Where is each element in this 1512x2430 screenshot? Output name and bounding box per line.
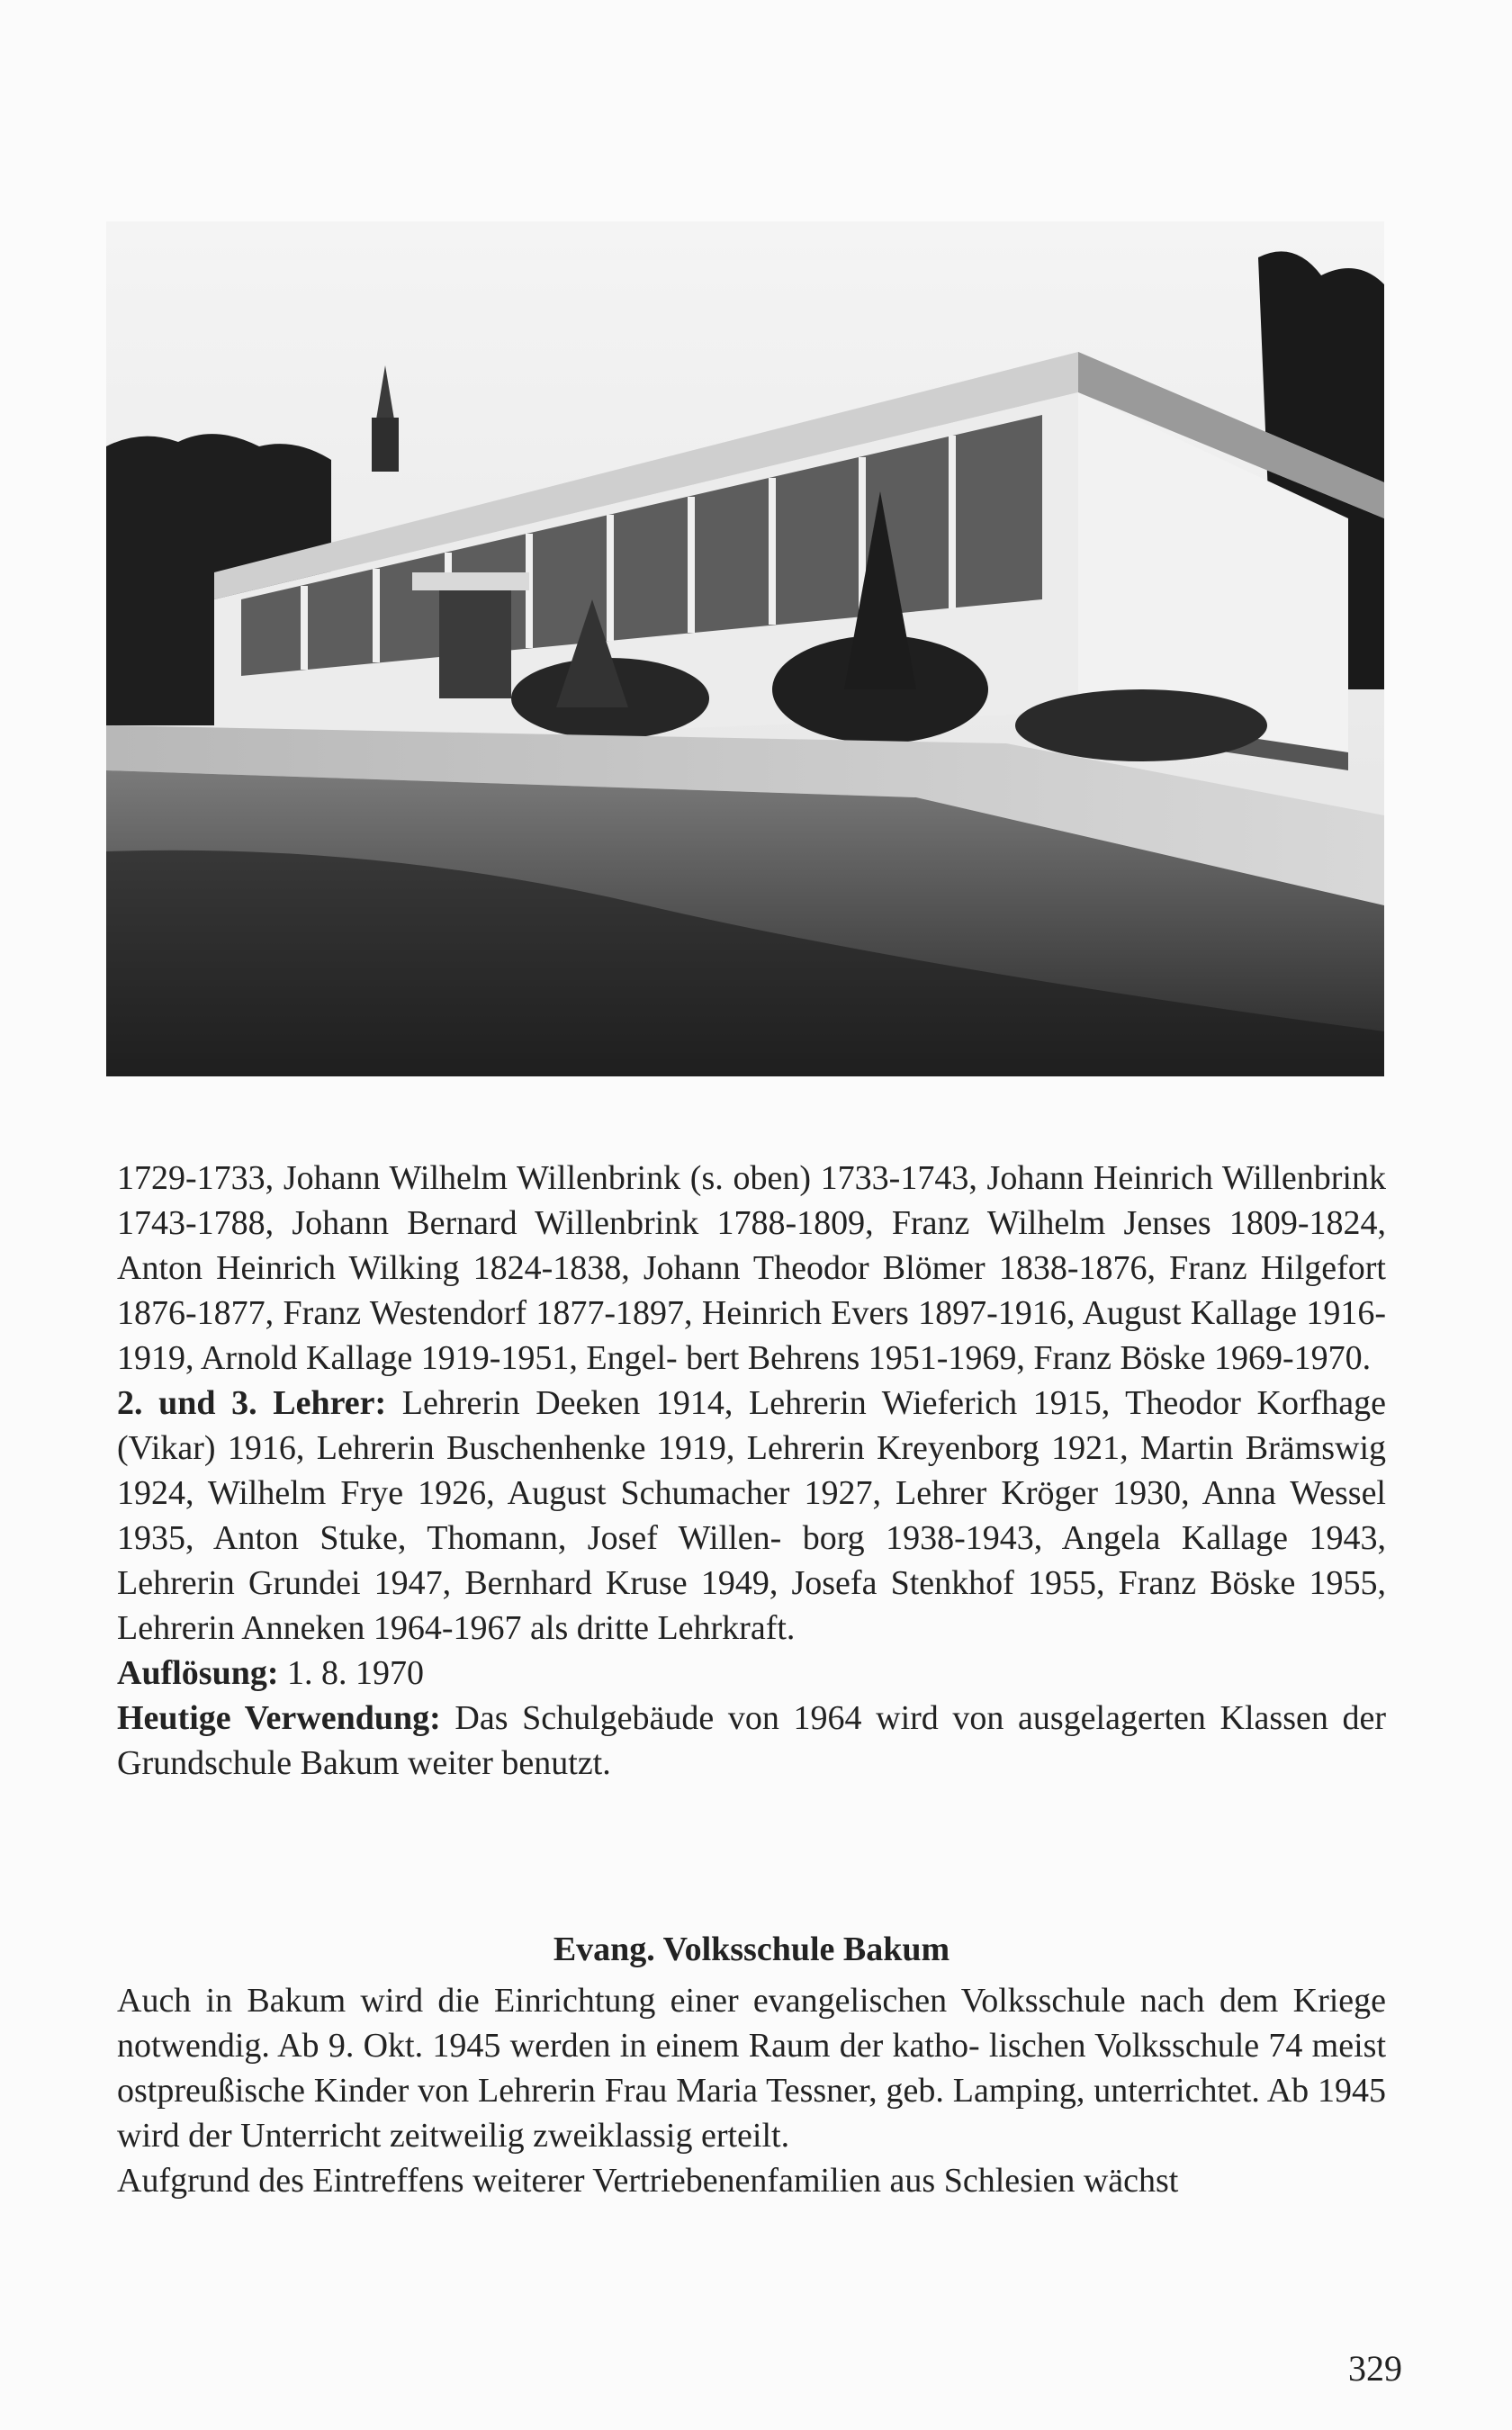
- body-paragraph-2: [117, 2158, 1386, 2203]
- teachers-chronology: [117, 1156, 1386, 1381]
- line: Aufgrund des Eintreffens weiterer Vertriebenenfamilien aus Schlesien wächst: [117, 2162, 1179, 2200]
- page-number: 329: [1348, 2348, 1402, 2389]
- line: Willenbrink 1743-1788, Johann Bernard Willenbrink 1788-1809, Franz Wilhelm: [117, 1159, 1386, 1242]
- line: borg 1938-1943, Angela Kallage 1943, Lehrerin Grundei 1947, Bernhard Kruse: [117, 1519, 1387, 1602]
- line: dem Kriege notwendig. Ab 9. Okt. 1945 werden in einem Raum der katho-: [117, 1982, 1387, 2065]
- line: 1729-1733, Johann Wilhelm Willenbrink (s. oben) 1733-1743, Johann Heinrich: [117, 1159, 1213, 1197]
- line: Klassen der Grundschule Bakum weiter benutzt.: [117, 1699, 1386, 1782]
- line: Auch in Bakum wird die Einrichtung einer evangelischen Volksschule nach: [117, 1982, 1205, 2020]
- line: Korfhage (Vikar) 1916, Lehrerin Buschenhenke 1919, Lehrerin Kreyenborg: [117, 1384, 1386, 1467]
- section-list-text: [117, 1156, 1386, 1786]
- school-building-photo: [106, 221, 1384, 1076]
- line: 1949, Josefa Stenkhof 1955, Franz Böske 1955, Lehrerin Anneken 1964-1967: [117, 1564, 1387, 1647]
- school-building-image: [106, 221, 1384, 1076]
- dissolution-label: Auflösung:: [117, 1654, 279, 1692]
- line: Lehrerin Deeken 1914, Lehrerin Wieferich 1915, Theodor: [386, 1384, 1241, 1422]
- dissolution-value: 1. 8. 1970: [278, 1654, 424, 1692]
- line: 1921, Martin Brämswig 1924, Wilhelm Frye 1926, August Schumacher 1927,: [117, 1429, 1387, 1512]
- line: bert Behrens 1951-1969, Franz Böske 1969-1970.: [686, 1339, 1372, 1377]
- line: Evers 1897-1916, August Kallage 1916-1919, Arnold Kallage 1919-1951, Engel-: [117, 1294, 1386, 1377]
- section-heading: Evang. Volksschule Bakum: [553, 1930, 950, 1968]
- teachers-label: 2. und 3. Lehrer:: [117, 1384, 387, 1422]
- section2-body: [117, 1978, 1386, 2203]
- usage-label: Heutige Verwendung:: [117, 1699, 441, 1737]
- line: als dritte Lehrkraft.: [530, 1609, 796, 1647]
- line: Das Schulgebäude von 1964 wird von ausgelagerten: [440, 1699, 1206, 1737]
- second-third-teachers: [117, 1381, 1386, 1651]
- line: zweiklassig erteilt.: [533, 2117, 790, 2155]
- dissolution: [117, 1651, 1386, 1696]
- line: 1838-1876, Franz Hilgefort 1876-1877, Franz Westendorf 1877-1897, Heinrich: [117, 1249, 1386, 1332]
- line: Lehrer Kröger 1930, Anna Wessel 1935, Anton Stuke, Thomann, Josef Willen-: [117, 1474, 1386, 1557]
- body-paragraph: [117, 1978, 1386, 2158]
- line: Jenses 1809-1824, Anton Heinrich Wilking 1824-1838, Johann Theodor Blömer: [117, 1204, 1386, 1287]
- current-usage: [117, 1696, 1386, 1786]
- line: Tessner, geb. Lamping, unterrichtet. Ab 1945 wird der Unterricht zeitweilig: [117, 2072, 1386, 2155]
- line: lischen Volksschule 74 meist ostpreußische Kinder von Lehrerin Frau Maria: [117, 2027, 1386, 2110]
